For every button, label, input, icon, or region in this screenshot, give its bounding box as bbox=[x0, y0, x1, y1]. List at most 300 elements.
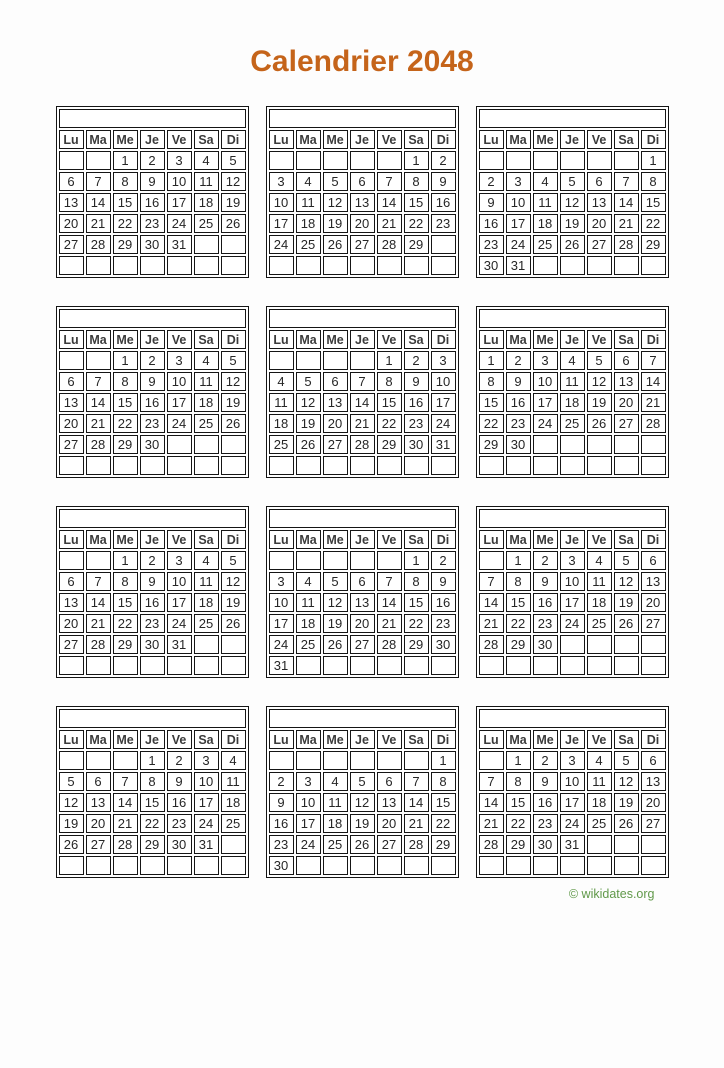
day-cell: 1 bbox=[140, 751, 165, 770]
day-cell-empty bbox=[641, 835, 666, 854]
week-row bbox=[59, 235, 246, 254]
week-row bbox=[479, 372, 666, 391]
day-cell-empty bbox=[323, 351, 348, 370]
week-row bbox=[479, 351, 666, 370]
day-cell: 28 bbox=[404, 835, 429, 854]
day-cell: 28 bbox=[350, 435, 375, 454]
day-cell-empty bbox=[641, 656, 666, 675]
day-cell: 16 bbox=[140, 393, 165, 412]
day-cell: 17 bbox=[560, 593, 585, 612]
day-cell: 11 bbox=[194, 572, 219, 591]
day-cell-empty bbox=[350, 151, 375, 170]
day-cell-empty bbox=[377, 456, 402, 475]
day-cell-empty bbox=[404, 256, 429, 275]
day-cell-empty bbox=[533, 656, 558, 675]
day-cell-empty bbox=[296, 151, 321, 170]
day-cell: 29 bbox=[479, 435, 504, 454]
day-cell-empty bbox=[404, 856, 429, 875]
day-cell: 13 bbox=[377, 793, 402, 812]
day-cell: 4 bbox=[587, 751, 612, 770]
month-calendar bbox=[266, 106, 459, 278]
day-cell-empty bbox=[533, 456, 558, 475]
weekday-header: Sa bbox=[404, 730, 429, 749]
month-title: décembre 2048 bbox=[479, 709, 666, 728]
day-cell: 5 bbox=[221, 351, 246, 370]
day-cell-empty bbox=[587, 151, 612, 170]
day-cell-empty bbox=[323, 256, 348, 275]
day-cell-empty bbox=[614, 656, 639, 675]
day-cell: 30 bbox=[140, 235, 165, 254]
weekday-header: Lu bbox=[269, 330, 294, 349]
day-cell: 13 bbox=[641, 772, 666, 791]
day-cell: 7 bbox=[479, 772, 504, 791]
day-cell-empty bbox=[404, 656, 429, 675]
day-cell: 9 bbox=[167, 772, 192, 791]
day-cell: 3 bbox=[167, 551, 192, 570]
month-header-row bbox=[59, 309, 246, 328]
day-cell: 28 bbox=[86, 635, 111, 654]
day-cell: 30 bbox=[404, 435, 429, 454]
day-cell: 30 bbox=[479, 256, 504, 275]
day-cell: 4 bbox=[587, 551, 612, 570]
day-cell: 21 bbox=[377, 614, 402, 633]
week-row bbox=[59, 214, 246, 233]
day-cell: 9 bbox=[140, 572, 165, 591]
day-cell: 12 bbox=[323, 593, 348, 612]
day-cell: 2 bbox=[140, 151, 165, 170]
week-row bbox=[269, 751, 456, 770]
day-cell: 20 bbox=[641, 593, 666, 612]
day-cell: 30 bbox=[269, 856, 294, 875]
weekday-header: Ma bbox=[86, 730, 111, 749]
day-cell: 10 bbox=[431, 372, 456, 391]
week-row bbox=[59, 656, 246, 675]
day-cell-empty bbox=[59, 256, 84, 275]
day-cell: 9 bbox=[431, 572, 456, 591]
day-cell: 2 bbox=[140, 351, 165, 370]
day-cell: 23 bbox=[431, 214, 456, 233]
month-title: janvier 2048 bbox=[59, 109, 246, 128]
day-cell: 18 bbox=[323, 814, 348, 833]
week-row bbox=[269, 393, 456, 412]
day-cell: 4 bbox=[533, 172, 558, 191]
day-cell: 1 bbox=[506, 551, 531, 570]
weekday-header: Ve bbox=[377, 130, 402, 149]
day-cell: 3 bbox=[194, 751, 219, 770]
day-cell: 10 bbox=[560, 572, 585, 591]
week-row bbox=[479, 435, 666, 454]
day-cell: 31 bbox=[269, 656, 294, 675]
day-cell: 4 bbox=[296, 572, 321, 591]
day-cell: 14 bbox=[377, 593, 402, 612]
day-cell-empty bbox=[221, 656, 246, 675]
weekday-header: Di bbox=[641, 330, 666, 349]
day-cell: 12 bbox=[587, 372, 612, 391]
day-cell: 24 bbox=[506, 235, 531, 254]
day-cell: 1 bbox=[431, 751, 456, 770]
day-cell: 5 bbox=[614, 751, 639, 770]
day-cell: 1 bbox=[641, 151, 666, 170]
week-row bbox=[59, 151, 246, 170]
day-cell-empty bbox=[479, 151, 504, 170]
month-body bbox=[59, 351, 246, 475]
week-row bbox=[59, 793, 246, 812]
day-cell: 2 bbox=[431, 551, 456, 570]
day-cell: 8 bbox=[506, 572, 531, 591]
weekday-header: Ma bbox=[296, 330, 321, 349]
weekday-header: Di bbox=[641, 530, 666, 549]
months-grid bbox=[56, 106, 669, 878]
day-cell: 17 bbox=[560, 793, 585, 812]
day-cell: 5 bbox=[221, 151, 246, 170]
weekday-header: Me bbox=[533, 530, 558, 549]
day-cell: 29 bbox=[113, 635, 138, 654]
day-cell-empty bbox=[614, 151, 639, 170]
weekday-header: Lu bbox=[59, 530, 84, 549]
day-cell: 5 bbox=[296, 372, 321, 391]
day-cell: 19 bbox=[614, 793, 639, 812]
weekday-header: Di bbox=[221, 530, 246, 549]
week-row bbox=[59, 835, 246, 854]
day-cell: 13 bbox=[614, 372, 639, 391]
week-row bbox=[269, 551, 456, 570]
day-cell: 21 bbox=[377, 214, 402, 233]
day-cell: 3 bbox=[560, 751, 585, 770]
day-cell: 23 bbox=[269, 835, 294, 854]
day-cell-empty bbox=[221, 235, 246, 254]
weekday-header: Je bbox=[140, 330, 165, 349]
weekday-header: Di bbox=[431, 530, 456, 549]
day-cell-empty bbox=[269, 351, 294, 370]
day-cell: 14 bbox=[86, 193, 111, 212]
day-cell-empty bbox=[377, 551, 402, 570]
calendar-page bbox=[0, 44, 724, 901]
day-cell: 1 bbox=[479, 351, 504, 370]
day-cell: 8 bbox=[479, 372, 504, 391]
day-cell: 22 bbox=[479, 414, 504, 433]
day-cell: 8 bbox=[641, 172, 666, 191]
day-cell: 21 bbox=[86, 614, 111, 633]
day-cell: 18 bbox=[296, 214, 321, 233]
month-body bbox=[269, 551, 456, 675]
day-cell: 26 bbox=[323, 235, 348, 254]
day-cell-empty bbox=[296, 456, 321, 475]
day-cell-empty bbox=[614, 635, 639, 654]
day-cell: 22 bbox=[113, 614, 138, 633]
month-calendar bbox=[56, 306, 249, 478]
day-cell: 25 bbox=[296, 635, 321, 654]
day-cell: 11 bbox=[587, 772, 612, 791]
week-row bbox=[59, 393, 246, 412]
weekday-header: Sa bbox=[194, 330, 219, 349]
day-cell-empty bbox=[194, 856, 219, 875]
day-cell: 5 bbox=[587, 351, 612, 370]
day-cell: 1 bbox=[377, 351, 402, 370]
day-cell: 2 bbox=[431, 151, 456, 170]
day-cell-empty bbox=[59, 456, 84, 475]
day-cell-empty bbox=[560, 151, 585, 170]
weekday-header-row bbox=[59, 730, 246, 749]
day-cell: 26 bbox=[323, 635, 348, 654]
day-cell: 4 bbox=[323, 772, 348, 791]
day-cell-empty bbox=[614, 856, 639, 875]
day-cell: 24 bbox=[167, 214, 192, 233]
month-calendar bbox=[56, 106, 249, 278]
day-cell-empty bbox=[377, 151, 402, 170]
day-cell-empty bbox=[350, 551, 375, 570]
day-cell: 6 bbox=[641, 551, 666, 570]
day-cell: 25 bbox=[587, 814, 612, 833]
day-cell-empty bbox=[431, 856, 456, 875]
day-cell: 28 bbox=[377, 635, 402, 654]
weekday-header: Je bbox=[560, 730, 585, 749]
day-cell-empty bbox=[59, 151, 84, 170]
week-row bbox=[479, 456, 666, 475]
day-cell: 16 bbox=[431, 593, 456, 612]
day-cell-empty bbox=[641, 635, 666, 654]
weekday-header: Sa bbox=[404, 330, 429, 349]
day-cell: 13 bbox=[59, 193, 84, 212]
day-cell: 13 bbox=[641, 572, 666, 591]
day-cell: 9 bbox=[479, 193, 504, 212]
day-cell: 25 bbox=[323, 835, 348, 854]
week-row bbox=[269, 593, 456, 612]
day-cell: 17 bbox=[296, 814, 321, 833]
day-cell: 22 bbox=[140, 814, 165, 833]
day-cell: 27 bbox=[614, 414, 639, 433]
day-cell: 15 bbox=[506, 793, 531, 812]
weekday-header: Ve bbox=[377, 730, 402, 749]
day-cell: 7 bbox=[350, 372, 375, 391]
day-cell: 5 bbox=[323, 572, 348, 591]
day-cell: 11 bbox=[533, 193, 558, 212]
day-cell-empty bbox=[533, 151, 558, 170]
day-cell: 10 bbox=[194, 772, 219, 791]
day-cell: 21 bbox=[614, 214, 639, 233]
day-cell: 28 bbox=[113, 835, 138, 854]
day-cell: 16 bbox=[479, 214, 504, 233]
week-row bbox=[269, 172, 456, 191]
day-cell-empty bbox=[614, 456, 639, 475]
day-cell: 19 bbox=[350, 814, 375, 833]
weekday-header: Me bbox=[113, 330, 138, 349]
day-cell: 30 bbox=[167, 835, 192, 854]
day-cell: 14 bbox=[479, 793, 504, 812]
day-cell: 1 bbox=[404, 151, 429, 170]
day-cell: 18 bbox=[587, 793, 612, 812]
week-row bbox=[479, 572, 666, 591]
day-cell: 25 bbox=[221, 814, 246, 833]
day-cell: 16 bbox=[269, 814, 294, 833]
day-cell: 4 bbox=[560, 351, 585, 370]
day-cell-empty bbox=[614, 256, 639, 275]
day-cell-empty bbox=[323, 551, 348, 570]
week-row bbox=[479, 214, 666, 233]
day-cell: 11 bbox=[269, 393, 294, 412]
day-cell: 5 bbox=[323, 172, 348, 191]
day-cell: 9 bbox=[533, 772, 558, 791]
day-cell-empty bbox=[350, 456, 375, 475]
weekday-header-row bbox=[269, 530, 456, 549]
day-cell-empty bbox=[194, 656, 219, 675]
day-cell-empty bbox=[560, 456, 585, 475]
day-cell: 13 bbox=[86, 793, 111, 812]
weekday-header: Di bbox=[431, 330, 456, 349]
weekday-header-row bbox=[479, 730, 666, 749]
month-calendar bbox=[266, 306, 459, 478]
week-row bbox=[59, 593, 246, 612]
day-cell: 26 bbox=[221, 214, 246, 233]
day-cell: 19 bbox=[221, 593, 246, 612]
day-cell-empty bbox=[377, 856, 402, 875]
day-cell-empty bbox=[296, 751, 321, 770]
day-cell: 31 bbox=[167, 635, 192, 654]
day-cell: 12 bbox=[614, 772, 639, 791]
weekday-header: Je bbox=[560, 130, 585, 149]
day-cell: 11 bbox=[296, 193, 321, 212]
day-cell: 14 bbox=[86, 393, 111, 412]
weekday-header: Me bbox=[323, 130, 348, 149]
month-calendar bbox=[476, 106, 669, 278]
month-title: juin 2048 bbox=[479, 309, 666, 328]
day-cell: 7 bbox=[113, 772, 138, 791]
weekday-header-row bbox=[479, 130, 666, 149]
day-cell-empty bbox=[86, 656, 111, 675]
day-cell: 24 bbox=[560, 614, 585, 633]
day-cell: 30 bbox=[533, 835, 558, 854]
week-row bbox=[479, 772, 666, 791]
week-row bbox=[59, 772, 246, 791]
week-row bbox=[59, 856, 246, 875]
weekday-header: Sa bbox=[194, 730, 219, 749]
day-cell-empty bbox=[296, 351, 321, 370]
day-cell: 11 bbox=[560, 372, 585, 391]
day-cell-empty bbox=[167, 656, 192, 675]
day-cell: 9 bbox=[533, 572, 558, 591]
week-row bbox=[479, 814, 666, 833]
day-cell: 30 bbox=[431, 635, 456, 654]
week-row bbox=[479, 835, 666, 854]
day-cell: 17 bbox=[167, 193, 192, 212]
week-row bbox=[479, 551, 666, 570]
day-cell: 24 bbox=[194, 814, 219, 833]
week-row bbox=[269, 656, 456, 675]
day-cell-empty bbox=[296, 856, 321, 875]
day-cell: 2 bbox=[533, 551, 558, 570]
day-cell: 3 bbox=[296, 772, 321, 791]
day-cell-empty bbox=[506, 151, 531, 170]
day-cell: 7 bbox=[86, 372, 111, 391]
day-cell-empty bbox=[377, 751, 402, 770]
day-cell: 9 bbox=[140, 172, 165, 191]
day-cell-empty bbox=[221, 456, 246, 475]
day-cell: 22 bbox=[404, 214, 429, 233]
day-cell: 23 bbox=[506, 414, 531, 433]
day-cell: 31 bbox=[194, 835, 219, 854]
day-cell: 9 bbox=[431, 172, 456, 191]
day-cell-empty bbox=[506, 456, 531, 475]
day-cell: 1 bbox=[113, 151, 138, 170]
day-cell: 31 bbox=[167, 235, 192, 254]
weekday-header: Ma bbox=[296, 730, 321, 749]
day-cell: 22 bbox=[113, 214, 138, 233]
weekday-header: Je bbox=[350, 730, 375, 749]
weekday-header: Je bbox=[350, 130, 375, 149]
weekday-header: Ma bbox=[86, 130, 111, 149]
day-cell: 29 bbox=[506, 835, 531, 854]
week-row bbox=[479, 751, 666, 770]
day-cell-empty bbox=[86, 456, 111, 475]
weekday-header: Ma bbox=[86, 530, 111, 549]
day-cell: 10 bbox=[560, 772, 585, 791]
day-cell-empty bbox=[377, 656, 402, 675]
weekday-header: Lu bbox=[59, 730, 84, 749]
day-cell-empty bbox=[323, 751, 348, 770]
day-cell: 8 bbox=[404, 572, 429, 591]
day-cell: 16 bbox=[404, 393, 429, 412]
day-cell-empty bbox=[404, 456, 429, 475]
day-cell: 24 bbox=[269, 235, 294, 254]
day-cell: 26 bbox=[587, 414, 612, 433]
week-row bbox=[269, 351, 456, 370]
day-cell: 4 bbox=[194, 551, 219, 570]
day-cell-empty bbox=[221, 835, 246, 854]
week-row bbox=[59, 193, 246, 212]
weekday-header: Je bbox=[350, 330, 375, 349]
weekday-header: Ma bbox=[506, 530, 531, 549]
day-cell-empty bbox=[560, 256, 585, 275]
day-cell: 21 bbox=[86, 214, 111, 233]
weekday-header: Sa bbox=[404, 130, 429, 149]
day-cell: 13 bbox=[587, 193, 612, 212]
day-cell: 14 bbox=[479, 593, 504, 612]
day-cell: 17 bbox=[506, 214, 531, 233]
day-cell: 9 bbox=[506, 372, 531, 391]
day-cell: 28 bbox=[479, 835, 504, 854]
month-title: février 2048 bbox=[269, 109, 456, 128]
day-cell: 27 bbox=[59, 235, 84, 254]
week-row bbox=[269, 793, 456, 812]
day-cell: 5 bbox=[59, 772, 84, 791]
month-calendar bbox=[476, 706, 669, 878]
day-cell: 16 bbox=[140, 593, 165, 612]
day-cell: 6 bbox=[377, 772, 402, 791]
day-cell: 6 bbox=[614, 351, 639, 370]
weekday-header-row bbox=[269, 730, 456, 749]
month-body bbox=[479, 551, 666, 675]
day-cell-empty bbox=[350, 856, 375, 875]
week-row bbox=[59, 435, 246, 454]
day-cell: 18 bbox=[269, 414, 294, 433]
week-row bbox=[269, 214, 456, 233]
day-cell-empty bbox=[587, 456, 612, 475]
day-cell-empty bbox=[113, 456, 138, 475]
day-cell: 7 bbox=[86, 572, 111, 591]
day-cell-empty bbox=[86, 351, 111, 370]
day-cell: 28 bbox=[479, 635, 504, 654]
month-title: septembre 2048 bbox=[479, 509, 666, 528]
weekday-header: Di bbox=[641, 130, 666, 149]
day-cell: 9 bbox=[140, 372, 165, 391]
weekday-header: Lu bbox=[479, 730, 504, 749]
weekday-header: Sa bbox=[614, 130, 639, 149]
day-cell: 17 bbox=[194, 793, 219, 812]
day-cell: 24 bbox=[560, 814, 585, 833]
weekday-header: Ve bbox=[587, 330, 612, 349]
day-cell: 2 bbox=[533, 751, 558, 770]
day-cell: 27 bbox=[587, 235, 612, 254]
day-cell: 29 bbox=[404, 635, 429, 654]
